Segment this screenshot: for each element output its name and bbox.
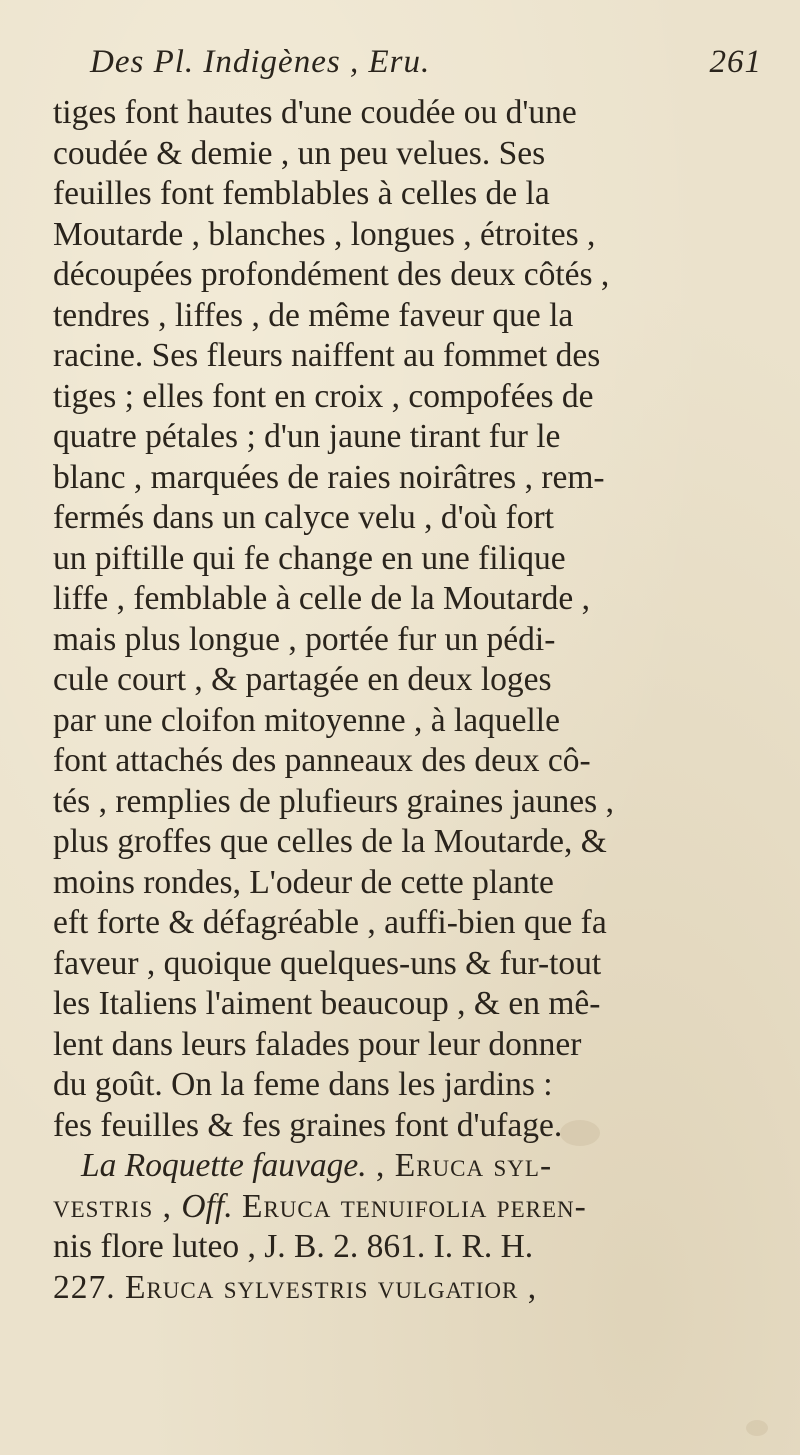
text-line: Moutarde , blanches , longues , étroites ,: [53, 215, 596, 253]
text-line: cule court , & partagée en deux loges: [53, 661, 552, 698]
entry-synonym-line-2: 227. Eruca sylvestris vulgatior ,: [53, 1268, 538, 1306]
paper-stain: [746, 1420, 768, 1436]
text-line: coudée & demie , un peu velues. Ses: [53, 134, 546, 172]
text-line: font attachés des panneaux des deux cô-: [53, 742, 591, 779]
page-header: [48, 44, 768, 94]
text-line: tés , remplies de plufieurs graines jaunes ,: [53, 782, 614, 820]
text-line: par une cloifon mitoyenne , à laquelle: [53, 701, 560, 739]
entry-latin-continued: vestris ,: [53, 1187, 182, 1225]
text-line: quatre pétales ; d'un jaune tirant fur le: [53, 418, 561, 455]
text-line: un piftille qui fe change en une filique: [53, 539, 566, 577]
text-line: feuilles font femblables à celles de la: [53, 175, 550, 212]
entry-latin-name: , Eruca syl-: [366, 1147, 553, 1184]
text-line: liffe , femblable à celle de la Moutarde ,: [53, 580, 590, 617]
running-title: Des Pl. Indigènes , Eru.: [90, 44, 431, 80]
text-line: racine. Ses fleurs naiffent au fommet des: [53, 337, 601, 374]
entry-reference-line: nis flore luteo , J. B. 2. 861. I. R. H.: [53, 1228, 534, 1265]
body-text: [53, 93, 753, 1308]
entry-official-abbrev: Off.: [181, 1187, 233, 1225]
text-line: blanc , marquées de raies noirâtres , rem-: [53, 458, 605, 496]
text-line: lent dans leurs falades pour leur donner: [53, 1025, 582, 1063]
text-line: plus groffes que celles de la Moutarde, &: [53, 823, 607, 860]
text-line: les Italiens l'aiment beaucoup , & en mê-: [53, 985, 601, 1022]
text-line: tiges ; elles font en croix , compofées de: [53, 377, 594, 415]
text-line: mais plus longue , portée fur un pédi-: [53, 620, 556, 658]
text-line: fermés dans un calyce velu , d'où fort: [53, 499, 554, 536]
entry-common-name: La Roquette fauvage.: [81, 1147, 367, 1184]
text-line: faveur , quoique quelques-uns & fur-tout: [53, 944, 602, 982]
text-line: du goût. On la feme dans les jardins :: [53, 1066, 553, 1103]
entry-synonym: Eruca tenuifolia peren-: [232, 1187, 587, 1225]
entry-synonym-line: [53, 1187, 753, 1228]
text-line: découpées profondément des deux côtés ,: [53, 256, 610, 293]
text-line: tiges font hautes d'une coudée ou d'une: [53, 94, 577, 131]
text-line: eft forte & défagréable , auffi-bien que fa: [53, 904, 607, 941]
text-line: tendres , liffes , de même faveur que la: [53, 296, 574, 334]
text-line: moins rondes, L'odeur de cette plante: [53, 863, 554, 901]
page-number: 261: [709, 44, 762, 80]
entry-heading-line: [53, 1146, 753, 1187]
text-line: fes feuilles & fes graines font d'ufage.: [53, 1106, 563, 1144]
